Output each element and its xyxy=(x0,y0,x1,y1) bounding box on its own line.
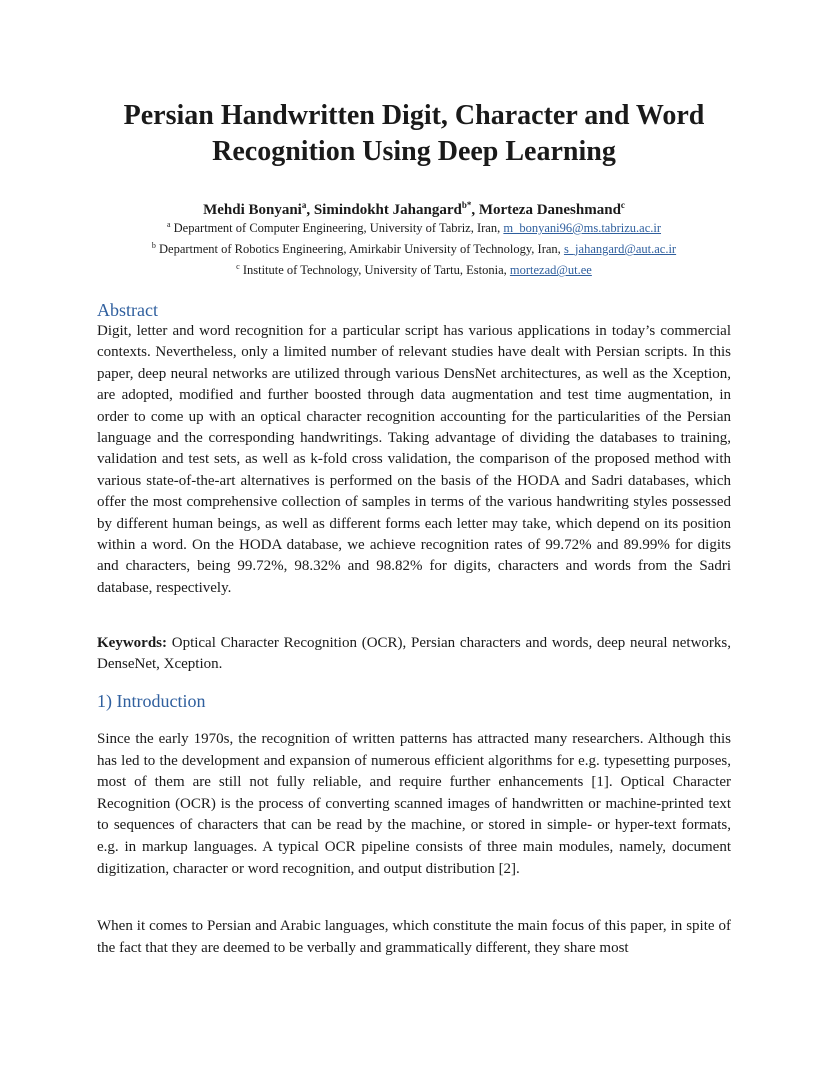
affiliation-sup: b xyxy=(151,241,156,251)
email-link[interactable]: mortezad@ut.ee xyxy=(509,263,592,278)
author-sup: a xyxy=(301,200,307,210)
email-link[interactable]: s_jahangard@aut.ac.ir xyxy=(563,242,677,257)
author-name: Simindokht Jahangard xyxy=(313,202,462,218)
affiliation-b xyxy=(60,237,768,258)
author-name: Morteza Daneshmand xyxy=(478,202,621,218)
keywords-label: Keywords: xyxy=(97,635,167,651)
keywords xyxy=(97,633,731,674)
affiliation-text: Department of Robotics Engineering, Amirkabir University of Technology, Iran, xyxy=(155,242,564,257)
keywords-text: Optical Character Recognition (OCR), Persian characters and words, deep neural networks, DenseNet, Xception. xyxy=(97,635,731,672)
paper-title xyxy=(60,98,768,170)
abstract-heading: Abstract xyxy=(97,300,158,320)
author-sup: c xyxy=(620,200,625,210)
author-separator: , xyxy=(471,202,479,218)
affiliation-sup: a xyxy=(166,220,171,229)
author-sup: b* xyxy=(461,200,472,210)
intro-paragraph-2: When it comes to Persian and Arabic languages, which constitute the main focus of this paper, in spite of the fact that they are deemed to be verbally and grammatically different, they share most xyxy=(97,918,731,956)
abstract-text: Digit, letter and word recognition for a particular script has various applications in today’s commercial contexts. Nevertheless, only a limited number of relevant studies have dealt with Persian scripts. In this paper, deep neural networks are utilized through various DensNet architectures, as well as the Xception, are adopted, modified and further boosted through data augmentation and test time augmentation, in order to come up with an optical character recognition accounting for the particularities of the Persian language and the corresponding handwritings. Taking advantage of dividing the databases to training, validation and test sets, as well as k-fold cross validation, the comparison of the proposed method with various state-of-the-art alternatives is performed on the basis of the HODA and Sadri databases, which offer the most comprehensive collection of samples in terms of the various handwriting styles possessed by different human beings, as well as different forms each letter may take, which depend on its position within a word. On the HODA database, we achieve recognition rates of 99.72% and 89.99% for digits and characters, being 99.72%, 98.32% and 98.82% for digits, characters and words from the Sadri database, respectively. xyxy=(97,323,731,596)
affiliation-list xyxy=(60,216,768,279)
title-line-2: Recognition Using Deep Learning xyxy=(212,136,616,167)
affiliation-c xyxy=(60,258,768,279)
affiliation-text: Department of Computer Engineering, University of Tabriz, Iran, xyxy=(170,221,504,236)
affiliation-text: Institute of Technology, University of Tartu, Estonia, xyxy=(239,263,510,278)
title-line-1: Persian Handwritten Digit, Character and Word xyxy=(123,100,705,131)
affiliation-a xyxy=(60,216,768,237)
author-separator: , xyxy=(306,202,314,218)
email-link[interactable]: m_bonyani96@ms.tabrizu.ac.ir xyxy=(503,221,662,236)
intro-paragraph-1: Since the early 1970s, the recognition of written patterns has attracted many researchers. Although this has led to the development and expansion of numerous efficient algorithms for e.g. typesetting purposes, most of them are still not fully reliable, and require further enhancements [1]. Optical Character Recognition (OCR) is the process of converting scanned images of handwritten or machine-printed text to sequences of characters that can be read by the machine, or stored in simple- or hyper-text formats, e.g. in markup languages. A typical OCR pipeline consists of three main modules, namely, document digitization, character or word recognition, and output distribution [2]. xyxy=(97,731,731,877)
intro-heading: 1) Introduction xyxy=(97,691,206,711)
author-name: Mehdi Bonyani xyxy=(203,202,302,218)
affiliation-sup: c xyxy=(236,262,240,272)
